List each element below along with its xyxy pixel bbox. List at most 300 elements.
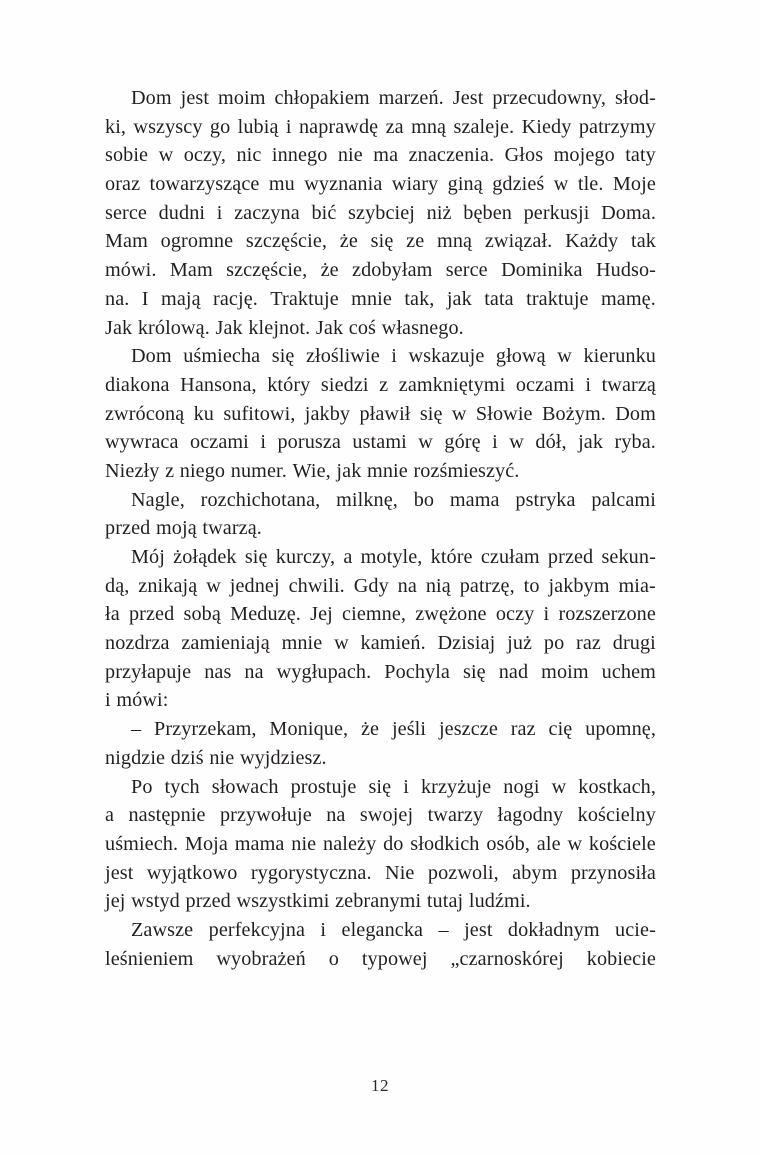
word: mojego (553, 144, 615, 167)
word: twarzą (601, 373, 656, 396)
word: innego (271, 144, 328, 167)
word: sobie (105, 144, 149, 167)
word: kamień. (360, 632, 426, 655)
word: a (105, 804, 115, 827)
word: nie (209, 746, 235, 769)
word: Wie, (292, 459, 331, 482)
word: że (361, 718, 380, 741)
word: nozdrza (105, 632, 170, 655)
word: czułam (480, 546, 540, 568)
word: przynosiła (570, 861, 656, 884)
word: rozchichotana, (200, 488, 321, 511)
word: prostuje (290, 775, 357, 798)
word: Mam (169, 259, 213, 282)
word: lubią (237, 115, 279, 138)
word: Pochyla (384, 660, 450, 683)
word: Dominika (501, 259, 583, 282)
word: taty (625, 144, 656, 167)
word: zwróconą (105, 402, 185, 425)
word: związał. (484, 230, 553, 253)
word: – (131, 718, 142, 741)
text-line (105, 371, 656, 400)
word: mamę. (601, 287, 656, 310)
word: ma (373, 144, 399, 167)
word: moją (155, 517, 197, 540)
word: nigdzie (105, 746, 166, 769)
word: słowach (211, 775, 279, 798)
word: raz (576, 632, 601, 655)
word: do (383, 832, 404, 855)
word: – (438, 918, 449, 941)
word: mówi: (116, 689, 169, 712)
text-line (105, 227, 656, 256)
word: dą, (105, 574, 130, 597)
text-line (105, 199, 656, 228)
word: mówi. (105, 259, 157, 282)
word: jeśli (391, 718, 427, 741)
word: i (320, 918, 327, 941)
word: głową (495, 345, 546, 368)
word: Doma. (601, 201, 656, 224)
word: Nagle, (131, 488, 185, 511)
word: zamkniętymi (398, 373, 506, 396)
word: należy (323, 832, 377, 855)
word: w (553, 173, 569, 196)
word: na (244, 660, 264, 683)
word: dokładnym (507, 918, 600, 941)
word: kościele (588, 832, 656, 855)
text-line (105, 859, 656, 888)
text-line (105, 801, 656, 830)
word: twarzy (427, 804, 484, 827)
word: wszyscy (133, 115, 203, 138)
word: na (326, 804, 346, 827)
text-line (105, 342, 656, 371)
page-number-folio: 12 (371, 1076, 389, 1095)
word: Traktuje (270, 287, 339, 310)
word: Jej (310, 603, 333, 626)
word: patrzę, (459, 574, 515, 597)
word: mu (268, 173, 295, 196)
text-line (105, 170, 656, 199)
word: tata (484, 287, 514, 310)
word: coś (348, 316, 376, 339)
word: na. (105, 287, 130, 310)
text-line (105, 658, 656, 687)
word: mnie (351, 287, 392, 310)
word: upomnę, (585, 718, 656, 741)
word: Meduzę. (230, 603, 301, 626)
text-line (105, 314, 656, 343)
word: oczy (495, 603, 535, 626)
word: szaleje. (453, 115, 515, 138)
word: przed (185, 890, 231, 913)
word: za (385, 115, 404, 138)
word: z (379, 373, 389, 396)
word: dudni (158, 201, 206, 224)
word: moim (541, 660, 589, 683)
word: dziś (170, 746, 204, 769)
word: który (267, 373, 311, 396)
word: oczami (515, 373, 575, 396)
text-line (105, 887, 656, 916)
word: Jest (452, 87, 484, 109)
word: jest (105, 861, 134, 884)
word: Moje (612, 173, 656, 196)
word: zaczyna (234, 201, 300, 224)
text-line (105, 285, 656, 314)
word: mnie (367, 459, 408, 482)
word: ku (193, 402, 214, 425)
word: tak (631, 230, 656, 253)
word: Po (131, 775, 153, 798)
word: w (158, 144, 174, 167)
word: Monique, (269, 718, 349, 741)
word: i (492, 431, 498, 454)
word: serce (445, 259, 488, 282)
word: Dom (131, 345, 172, 368)
word: krzyżuje (420, 775, 492, 798)
text-line (105, 400, 656, 429)
word: moim (218, 87, 266, 109)
text-line (105, 715, 656, 744)
text-line (105, 113, 656, 142)
word: Jak (315, 316, 344, 339)
word: nogi (503, 775, 540, 798)
word: już (507, 632, 533, 655)
word: i (260, 431, 267, 454)
word: ale (536, 832, 561, 855)
word: wiary (391, 173, 439, 196)
word: Bożym. (541, 402, 606, 425)
word: i (216, 201, 223, 224)
word: perfekcyjna (208, 918, 306, 941)
word: i (585, 373, 592, 396)
word: tak, (404, 287, 435, 310)
word: Moja (184, 832, 228, 855)
word: nad (498, 660, 529, 683)
word: wyjątkowo (146, 861, 238, 884)
word: typowej (361, 947, 428, 970)
text-line (105, 543, 656, 572)
word: Niezły (105, 459, 160, 482)
text-line (105, 428, 656, 457)
word: Dzisiaj (437, 632, 496, 655)
word: uśmiecha (183, 345, 261, 368)
word: jak (578, 431, 604, 454)
word: „czarnoskórej (450, 947, 564, 970)
word: sobą (183, 603, 221, 626)
word: Każdy (565, 230, 619, 253)
word: Mam (105, 230, 148, 253)
word: się (271, 345, 295, 368)
word: własnego. (381, 316, 464, 339)
word: chłopakiem (274, 87, 370, 109)
text-line (105, 84, 656, 113)
word: się (419, 402, 443, 425)
word: na (397, 574, 417, 597)
word: a (343, 546, 353, 568)
text-line (105, 773, 656, 802)
word: przyłapuje (105, 660, 192, 683)
word: kostkach, (578, 775, 656, 798)
word: wyznania (304, 173, 383, 196)
word: ryba. (614, 431, 656, 454)
word: wstyd (131, 890, 180, 913)
word: sufitowi, (223, 402, 296, 425)
text-line (105, 457, 656, 486)
word: w (451, 402, 467, 425)
word: znikają (138, 574, 198, 597)
word: rozszerzone (558, 603, 656, 626)
word: i (105, 689, 111, 712)
word: leśnieniem (105, 947, 194, 970)
word: gdzieś (492, 173, 545, 196)
word: Hudso- (595, 259, 656, 282)
word: Dom (615, 402, 656, 425)
word: abym (512, 861, 558, 884)
word: bo (413, 488, 435, 511)
word: że (339, 230, 358, 253)
word: się (244, 546, 268, 568)
word: wszystkimi (236, 890, 330, 913)
word: przed (128, 603, 175, 626)
text-line (105, 572, 656, 601)
word: tych (164, 775, 200, 798)
word: uśmiech. (105, 832, 179, 855)
word: Gdy (353, 574, 389, 597)
word: Dom (131, 87, 172, 109)
word: cię (548, 718, 573, 741)
word: swojej (359, 804, 414, 827)
word: kierunku (583, 345, 656, 368)
word: z (165, 459, 175, 482)
word: w (551, 775, 567, 798)
word: Głos (504, 144, 544, 167)
word: tutaj (426, 890, 464, 913)
word: i (543, 603, 550, 626)
word: to (523, 574, 540, 597)
word: jednej (229, 574, 280, 597)
word: w (334, 632, 349, 655)
word: drugi (612, 632, 656, 655)
word: ludźmi. (468, 890, 531, 913)
word: Nie (385, 861, 415, 884)
word: ze (406, 230, 425, 253)
word: i (285, 115, 292, 138)
word: go (209, 115, 231, 138)
word: że (320, 259, 339, 282)
word: przed (105, 517, 151, 540)
word: bęben (463, 201, 512, 224)
word: rację. (213, 287, 258, 310)
word: uchem (601, 660, 656, 683)
word: serce (105, 201, 147, 224)
word: Słowie (475, 402, 533, 425)
word: znaczenia. (408, 144, 495, 167)
word: palcami (591, 488, 656, 511)
word: I (141, 287, 149, 310)
word: osób, (486, 832, 530, 855)
word: milknę, (336, 488, 398, 511)
word: się (368, 775, 392, 798)
word: pstryka (515, 488, 576, 511)
word: chwili. (288, 574, 345, 597)
word: wyjdziesz. (239, 746, 327, 769)
word: giną (447, 173, 483, 196)
text-line (105, 514, 656, 543)
word: pławił (359, 402, 411, 425)
word: jej (105, 890, 126, 913)
word: się (462, 660, 486, 683)
word: naprawdę (298, 115, 379, 138)
word: jest (464, 918, 493, 941)
word: i (403, 775, 409, 798)
word: w (557, 345, 572, 368)
word: traktuje (526, 287, 589, 310)
word: rygorystyczna. (250, 861, 372, 884)
text-line (105, 141, 656, 170)
word: wyobrażeń (216, 947, 306, 970)
word: w (418, 431, 433, 454)
word: ki, (105, 115, 127, 138)
word: zebranymi (335, 890, 422, 913)
word: ogromne (160, 230, 234, 253)
word: nie (337, 144, 363, 167)
word: jakby (304, 402, 351, 425)
text-line (105, 916, 656, 945)
word: mną (437, 230, 473, 253)
word: klejnot. (248, 316, 311, 339)
word: dół, (535, 431, 567, 454)
word: które (430, 546, 473, 568)
word: łagodny (497, 804, 564, 827)
word: słodkich (410, 832, 480, 855)
word: elegancka (341, 918, 424, 941)
word: złośliwie (305, 345, 380, 368)
word: tle. (577, 173, 604, 196)
word: szybciej (348, 201, 415, 224)
text-line (105, 686, 656, 715)
word: pozwoli, (427, 861, 499, 884)
word: żołądek (173, 546, 237, 568)
word: jakbym (548, 574, 610, 597)
text-line (105, 486, 656, 515)
word: ła (105, 603, 120, 626)
word: porusza (277, 431, 341, 454)
word: Hansona, (180, 373, 257, 396)
word: wygłupach. (276, 660, 372, 683)
word: patrzymy (578, 115, 656, 138)
word: się (370, 230, 394, 253)
word: po (543, 632, 565, 655)
word: jeszcze (438, 718, 498, 741)
word: mnie (281, 632, 323, 655)
word: kurczy, (275, 546, 336, 568)
word: ciemne, (342, 603, 407, 626)
word: Zawsze (131, 918, 194, 941)
word: mama (449, 488, 500, 511)
word: wywraca (105, 431, 179, 454)
word: rozśmieszyć. (413, 459, 520, 482)
word: przed (547, 546, 594, 568)
text-line (105, 600, 656, 629)
text-line (105, 945, 656, 974)
text-line (105, 830, 656, 859)
word: zdobyłam (352, 259, 433, 282)
word: górę (444, 431, 481, 454)
word: i (391, 345, 397, 368)
text-line (105, 256, 656, 285)
word: przecudowny, (492, 87, 607, 109)
word: Jak (215, 316, 243, 339)
word: nią (425, 574, 451, 597)
word: niego (179, 459, 226, 482)
word: motyle, (360, 546, 423, 568)
word: kościelny (577, 804, 656, 827)
word: numer. (230, 459, 287, 482)
word: marzeń. (378, 87, 444, 109)
word: siedzi (320, 373, 369, 396)
word: królową. (137, 316, 210, 339)
word: ustami (352, 431, 407, 454)
word: Jak (105, 316, 133, 339)
word: bić (311, 201, 337, 224)
word: szczęście, (245, 230, 328, 253)
word: towarzyszące (149, 173, 260, 196)
word: o (328, 947, 339, 970)
word: raz (510, 718, 536, 741)
word: nie (291, 832, 317, 855)
word: szczęście, (226, 259, 308, 282)
word: jest (180, 87, 210, 109)
word: mia- (618, 574, 656, 597)
word: Przyrzekam, (154, 718, 257, 741)
text-line (105, 629, 656, 658)
word: mają (161, 287, 201, 310)
word: zwężone (415, 603, 487, 626)
word: niż (426, 201, 452, 224)
page-body-text (105, 84, 656, 973)
text-line (105, 744, 656, 773)
word: wskazuje (408, 345, 485, 368)
word: mama (234, 832, 285, 855)
word: ucie- (615, 918, 656, 941)
word: Kiedy (521, 115, 572, 138)
word: mną (411, 115, 447, 138)
word: w (567, 832, 583, 855)
word: oczy, (183, 144, 227, 167)
word: sekun- (601, 546, 656, 568)
word: kobiecie (586, 947, 656, 970)
word: przywołuje (219, 804, 312, 827)
word: Mój (131, 546, 165, 568)
word: w (206, 574, 221, 597)
word: jak (336, 459, 362, 482)
word: jak (446, 287, 472, 310)
word: następnie (128, 804, 206, 827)
word: diakona (105, 373, 170, 396)
word: słod- (615, 87, 656, 109)
word: zamieniają (181, 632, 270, 655)
word: perkusji (523, 201, 590, 224)
word: nas (204, 660, 232, 683)
word: nic (236, 144, 262, 167)
word: twarzą. (202, 517, 262, 540)
word: oraz (105, 173, 141, 196)
word: w (509, 431, 524, 454)
word: oczami (190, 431, 249, 454)
